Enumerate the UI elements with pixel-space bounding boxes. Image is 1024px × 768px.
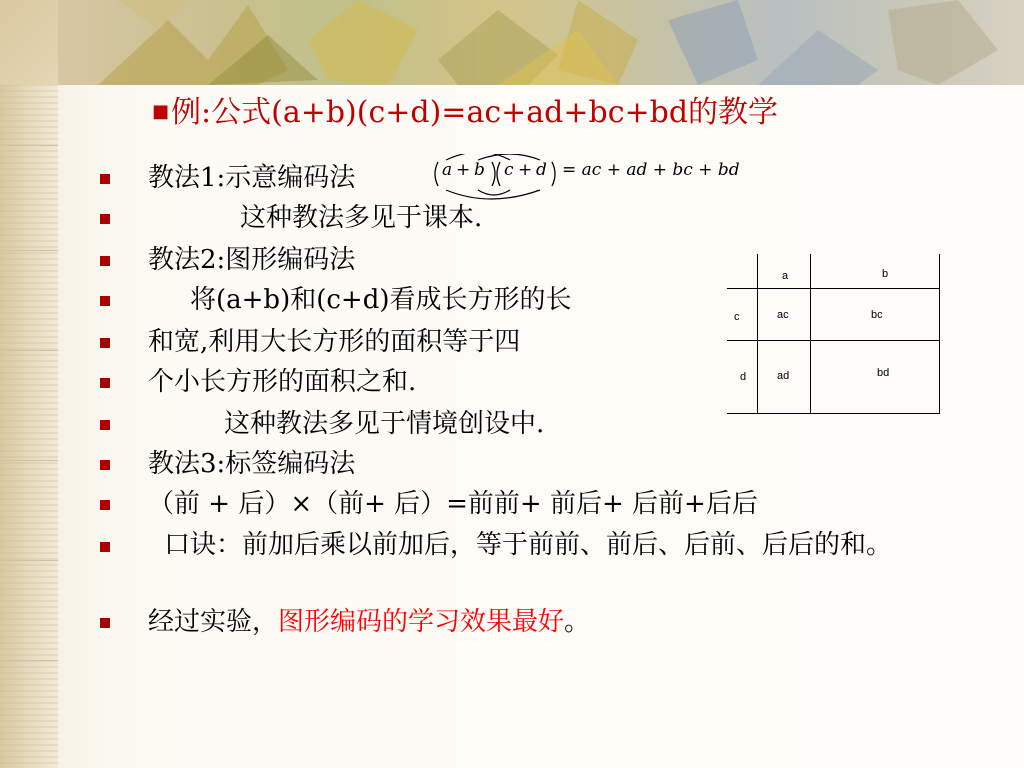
grid-label-c: c bbox=[734, 311, 740, 323]
bullet-text: 个小长方形的面积之和. bbox=[148, 367, 417, 397]
strip-divider bbox=[0, 350, 58, 351]
bullet-text: （前 + 后）×（前+ 后）=前前+ 前后+ 后前+后后 bbox=[148, 489, 758, 519]
strip-divider bbox=[0, 145, 58, 146]
grid-label-b: b bbox=[882, 268, 889, 280]
formula-plus-1: + bbox=[456, 160, 471, 180]
grid-cell-ac: ac bbox=[777, 309, 789, 321]
grid-line bbox=[727, 340, 940, 341]
bullet-text: 教法2:图形编码法 bbox=[148, 245, 356, 275]
strip-divider bbox=[0, 250, 58, 251]
strip-divider bbox=[0, 560, 58, 561]
bullet-text: 和宽,利用大长方形的面积等于四 bbox=[148, 327, 521, 357]
conclusion-highlight: 图形编码的学习效果最好 bbox=[278, 607, 565, 637]
formula-b: b bbox=[474, 160, 485, 180]
bullet-square-icon bbox=[100, 420, 110, 430]
grid-label-a: a bbox=[782, 270, 789, 282]
bullet-square-icon bbox=[100, 338, 110, 348]
left-decorative-strip bbox=[0, 0, 58, 768]
area-grid-diagram bbox=[727, 254, 942, 414]
grid-line bbox=[727, 288, 940, 289]
grid-cell-ad: ad bbox=[777, 370, 790, 382]
conclusion-suffix: 。 bbox=[564, 607, 591, 637]
bullet-square-icon bbox=[100, 256, 110, 266]
bullet-square-icon bbox=[100, 214, 110, 224]
bullet-text: 教法1:示意编码法 bbox=[148, 163, 356, 193]
bullet-square-icon bbox=[100, 174, 110, 184]
bullet-text: 教法3:标签编码法 bbox=[148, 449, 356, 479]
bullet-square-icon bbox=[100, 460, 110, 470]
grid-line bbox=[810, 254, 811, 414]
bullet-square-icon bbox=[100, 378, 110, 388]
leaf-banner-art bbox=[58, 0, 1024, 85]
strip-divider bbox=[0, 460, 58, 461]
formula-rhs: = ac + ad + bc + bd bbox=[562, 160, 740, 180]
grid-line bbox=[727, 413, 940, 414]
bullet-square-icon bbox=[100, 618, 110, 628]
strip-divider bbox=[0, 660, 58, 661]
conclusion-prefix: 经过实验， bbox=[148, 607, 279, 637]
bullet-square-icon bbox=[100, 500, 110, 510]
formula-c: c bbox=[504, 160, 514, 180]
formula-a: a bbox=[442, 160, 453, 180]
grid-cell-bc: bc bbox=[871, 309, 883, 321]
bullet-text: 这种教法多见于情境创设中. bbox=[224, 409, 545, 439]
leaf-banner-image bbox=[58, 0, 1024, 85]
title-text: 例:公式(a+b)(c+d)=ac+ad+bc+bd的教学 bbox=[171, 95, 779, 130]
formula-d: d bbox=[536, 160, 547, 180]
slide-title bbox=[152, 92, 778, 133]
banner-corner bbox=[0, 0, 58, 85]
bullet-square-icon bbox=[100, 296, 110, 306]
bullet-text: 口诀：前加后乘以前加后，等于前前、前后、后前、后后的和。 bbox=[164, 530, 893, 560]
bullet-square-icon bbox=[100, 542, 110, 552]
grid-cell-bd: bd bbox=[877, 367, 890, 379]
grid-line bbox=[939, 254, 940, 414]
formula-plus-2: + bbox=[518, 160, 533, 180]
grid-line bbox=[757, 254, 758, 414]
title-bullet-icon: ■ bbox=[152, 101, 170, 122]
bullet-text: 将(a+b)和(c+d)看成长方形的长 bbox=[190, 285, 572, 315]
grid-label-d: d bbox=[740, 371, 747, 383]
bullet-text: 这种教法多见于课本. bbox=[240, 203, 483, 233]
bullet-text bbox=[148, 606, 590, 638]
